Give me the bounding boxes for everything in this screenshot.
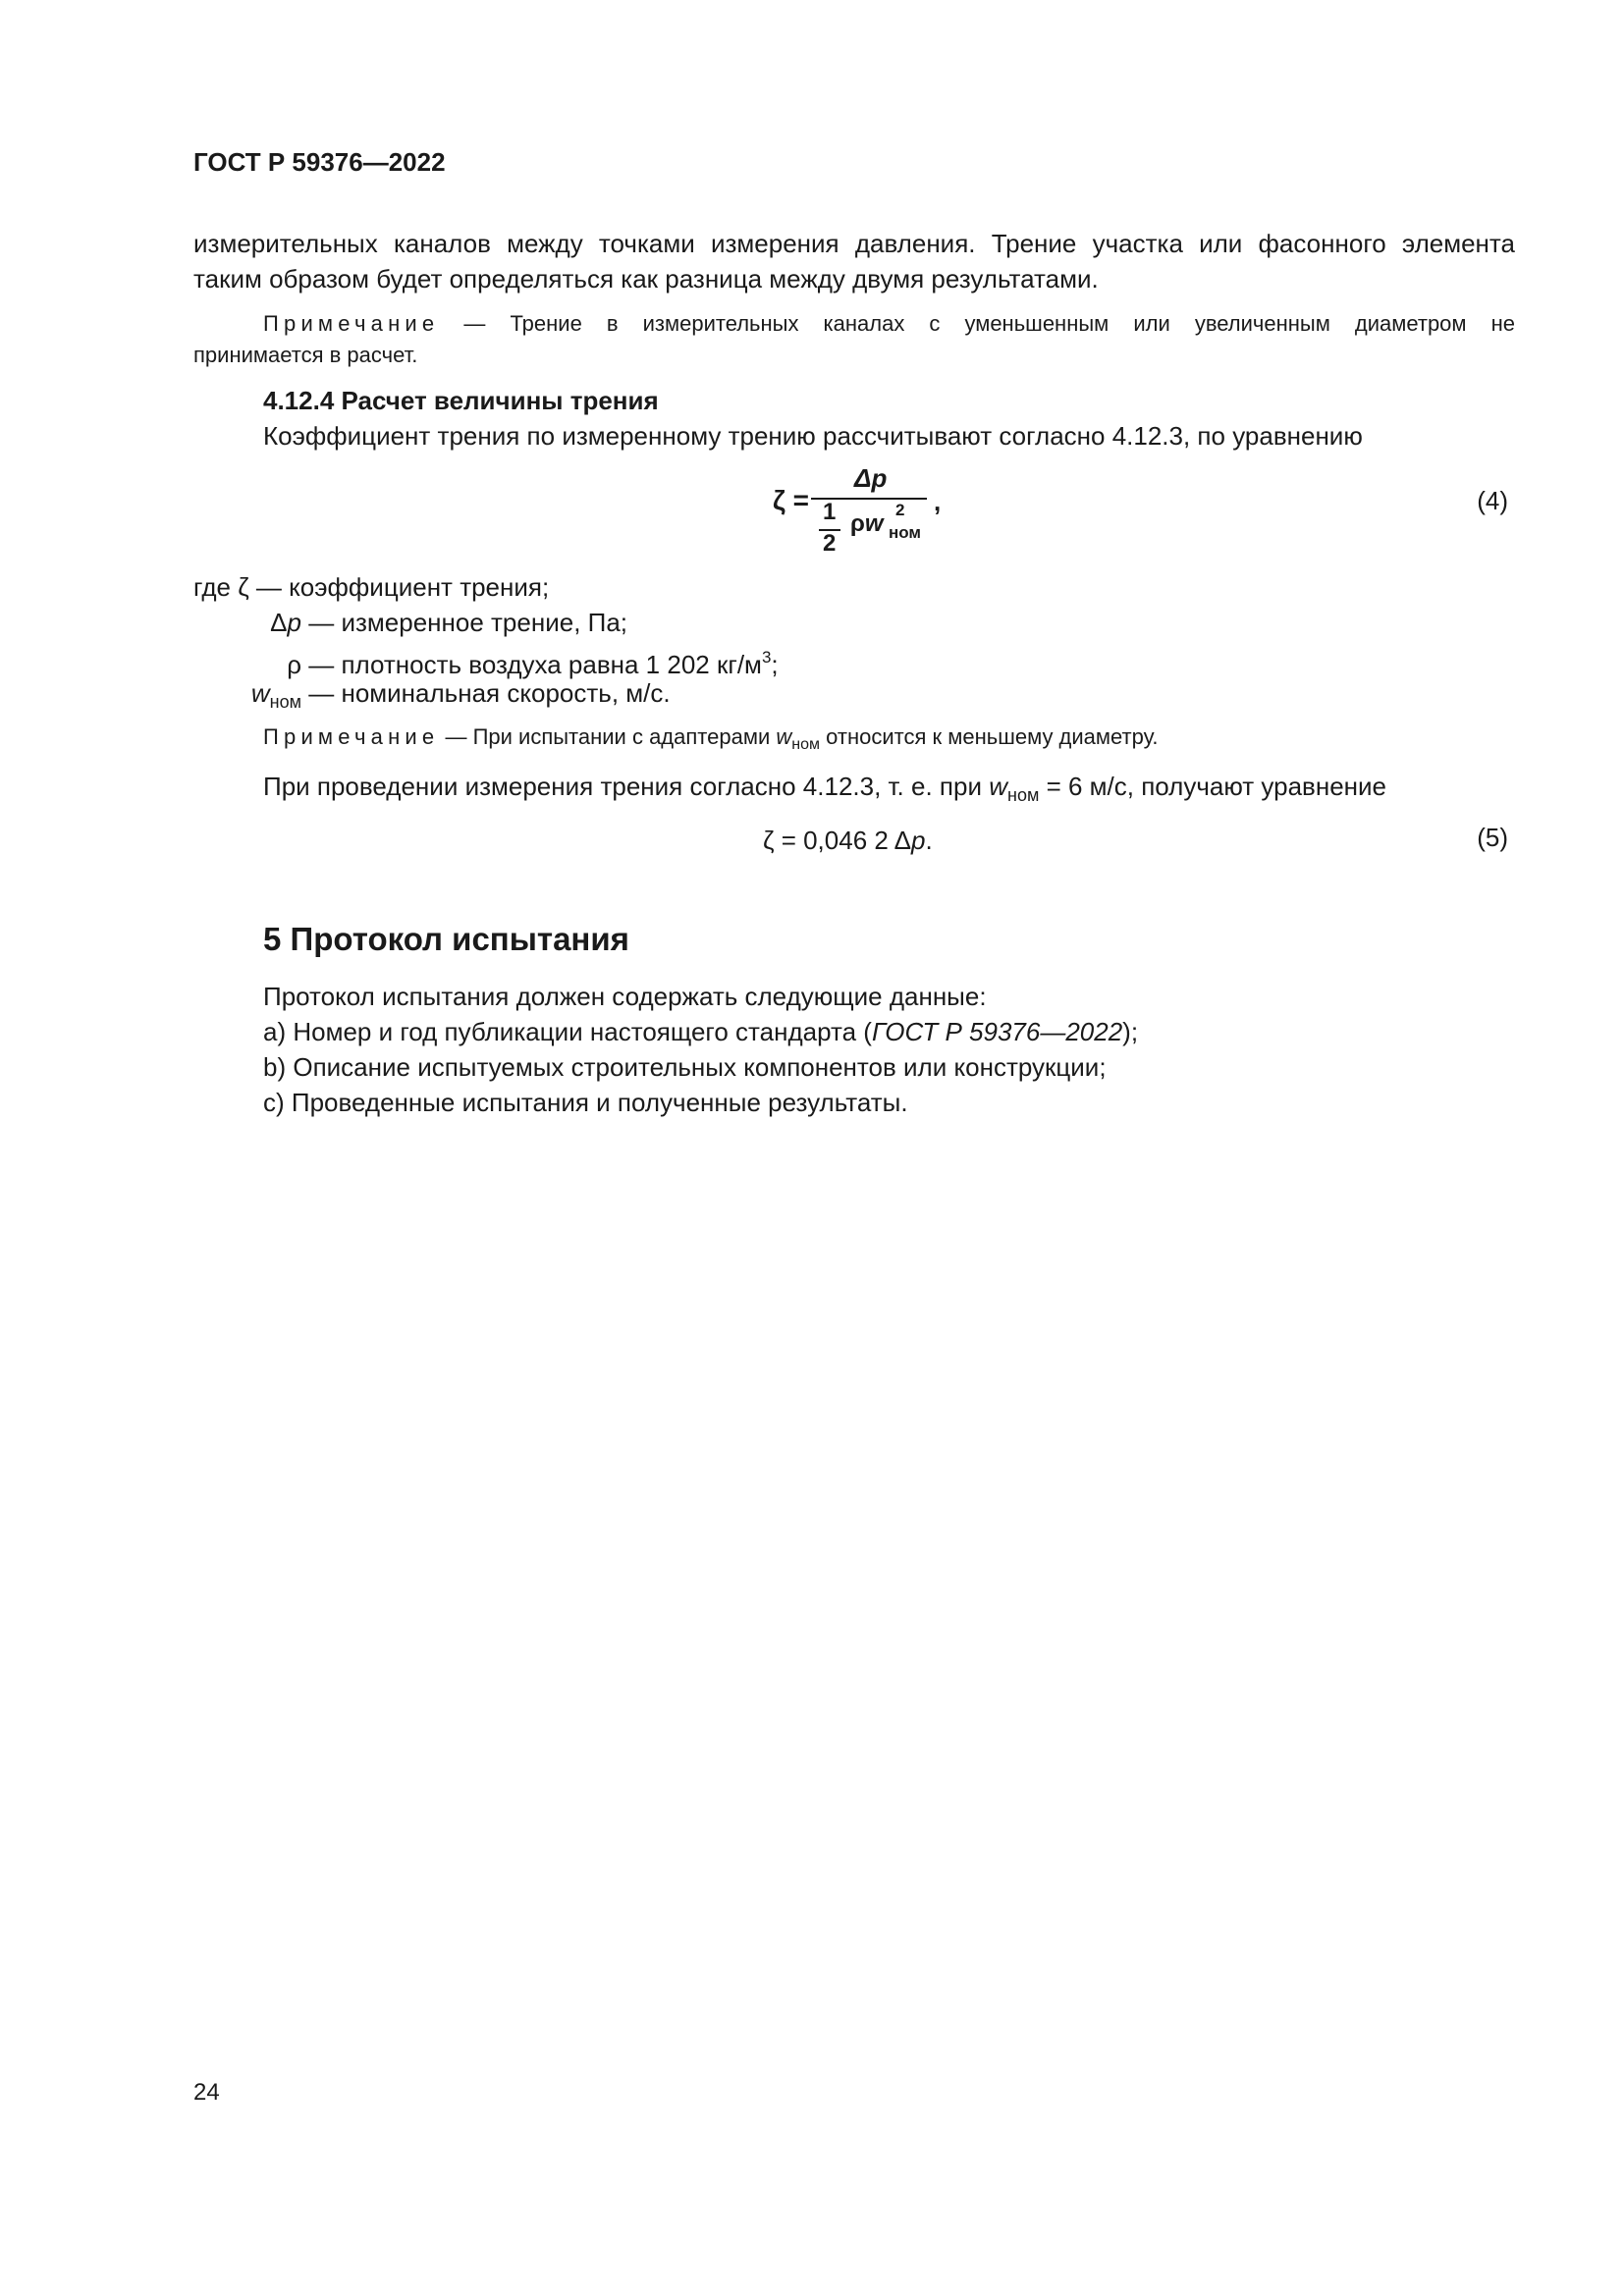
where-dash: —: [308, 608, 335, 637]
where-symbol: [193, 605, 301, 640]
note-dash: —: [463, 311, 486, 336]
list-item-italic: ГОСТ Р 59376—2022: [871, 1017, 1123, 1046]
where-item: [193, 569, 549, 605]
where-dash: —: [308, 678, 335, 708]
where-dash: —: [308, 650, 335, 679]
where-symbol-var: w: [250, 678, 270, 708]
where-symbol: [193, 675, 301, 720]
eq4-lhs: ζ =: [773, 485, 810, 515]
where-symbol-text: Δp: [270, 608, 301, 637]
eq5-end: .: [925, 826, 933, 855]
eq4-half-denominator: 2: [823, 530, 837, 557]
note-label: Примечание: [263, 724, 440, 749]
where-intro: где: [193, 572, 231, 602]
where-text-sup: 3: [761, 648, 772, 667]
where-text-end: ;: [771, 650, 779, 679]
where-dash: —: [255, 572, 282, 602]
note-text-end: относится к меньшему диаметру.: [826, 724, 1159, 749]
list-item-end: );: [1122, 1017, 1139, 1046]
section-title: 5 Протокол испытания: [263, 921, 629, 957]
paragraph-text: При проведении измерения трения согласно 4.12.3, т. е. при: [263, 772, 982, 801]
note-text: Трение в измерительных каналах с уменьшенным или увеличенным диаметром не: [510, 311, 1515, 336]
where-text: коэффициент трения;: [289, 572, 550, 602]
list-item: b) Описание испытуемых строительных компонентов или конструкции;: [263, 1052, 1107, 1082]
eq4-w-sub: ном: [889, 523, 922, 542]
document-header: ГОСТ Р 59376—2022: [193, 147, 446, 177]
eq4-numerator: Δp: [854, 463, 888, 493]
note-line: принимается в расчет.: [193, 343, 418, 367]
page-number: 24: [193, 2079, 220, 2106]
eq5-var: p: [911, 826, 926, 855]
section-text: Протокол испытания должен содержать следующие данные:: [263, 982, 987, 1011]
eq4-w-sup: 2: [895, 501, 905, 519]
where-symbol-sub: ном: [269, 692, 301, 712]
equation-number: (4): [1477, 486, 1508, 515]
list-item-text: a) Номер и год публикации настоящего стандарта (: [263, 1017, 872, 1046]
paragraph-text-end: = 6 м/с, получают уравнение: [1046, 772, 1387, 801]
note-var: w: [776, 724, 792, 749]
note-line: [263, 721, 1159, 761]
paragraph-line: измерительных каналов между точками измерения давления. Трение участка или фасонного элемента: [193, 229, 1515, 258]
where-text: измеренное трение, Па;: [341, 608, 628, 637]
section-text: Коэффициент трения по измеренному трению рассчитывают согласно 4.12.3, по уравнению: [263, 421, 1363, 451]
where-symbol: ζ: [238, 572, 249, 602]
paragraph-line: [263, 769, 1386, 813]
where-text-main: плотность воздуха равна 1 202 кг/м: [341, 650, 762, 679]
list-item: [263, 1014, 1138, 1049]
eq4-comma: ,: [934, 487, 942, 516]
where-item: [193, 605, 627, 640]
where-item: [193, 675, 671, 720]
where-symbol: ρ: [287, 650, 301, 679]
paragraph-var: w: [989, 772, 1007, 801]
note-label: Примечание: [263, 311, 440, 336]
eq4-rho-w: [850, 510, 884, 538]
paragraph-line: таким образом будет определяться как разница между двумя результатами.: [193, 264, 1099, 294]
note-dash: —: [445, 724, 467, 749]
note-line: [263, 308, 1515, 340]
section-title: 4.12.4 Расчет величины трения: [263, 386, 659, 415]
list-item: c) Проведенные испытания и полученные результаты.: [263, 1088, 908, 1117]
paragraph-var-sub: ном: [1007, 785, 1040, 805]
eq4-rho: ρ: [850, 510, 865, 537]
eq5-text: [763, 823, 933, 858]
where-text: номинальная скорость, м/с.: [341, 678, 671, 708]
eq4-w: w: [864, 510, 884, 537]
note-var-sub: ном: [791, 736, 820, 753]
note-text: При испытании с адаптерами: [472, 724, 771, 749]
eq5-main: ζ = 0,046 2 Δ: [763, 826, 911, 855]
eq4-half-numerator: 1: [823, 499, 837, 525]
equation-number: (5): [1477, 823, 1508, 852]
